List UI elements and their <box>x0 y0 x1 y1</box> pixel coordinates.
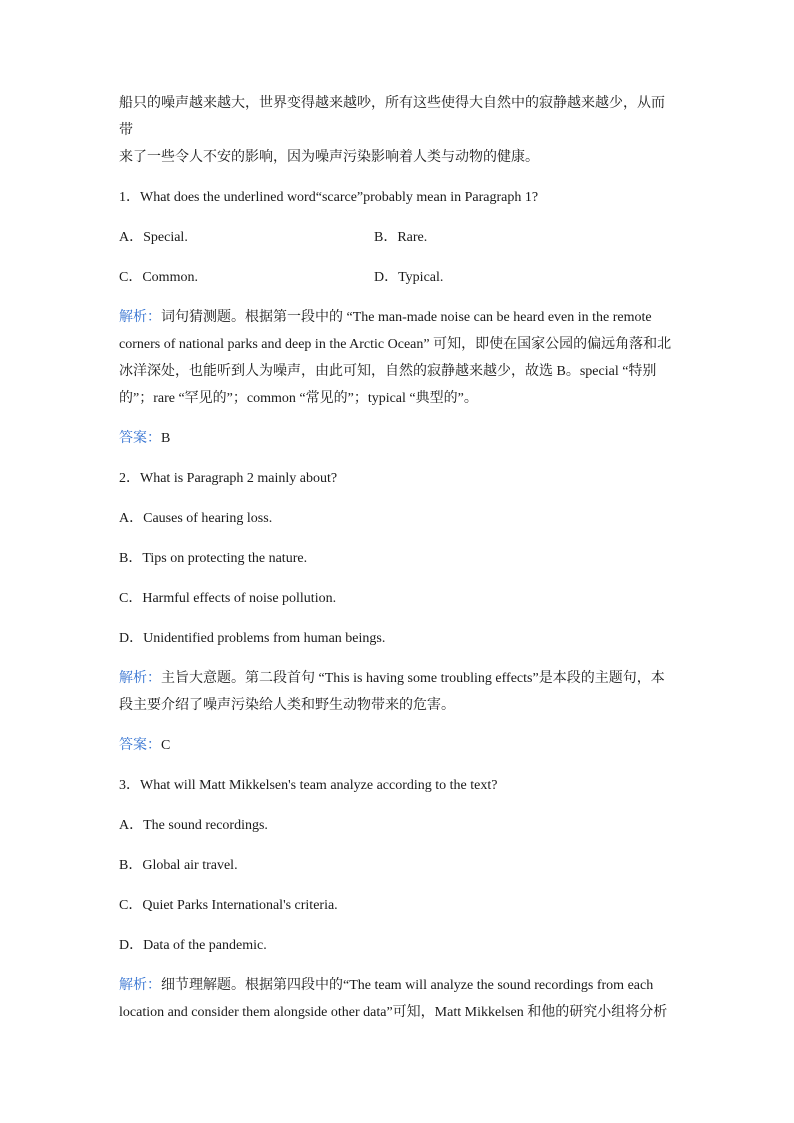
q2-option-d: D．Unidentified problems from human beings. <box>119 631 386 646</box>
question-1: 1．What does the underlined word“scarce”probably mean in Paragraph 1? <box>119 190 539 205</box>
intro-paragraph <box>119 90 675 171</box>
q2-option-a: A．Causes of hearing loss. <box>119 511 273 526</box>
analysis-line: 主旨大意题。第二段首句 “This is having some troubling effects”是本段的主题句，本 <box>161 671 665 686</box>
q2-answer <box>119 732 675 759</box>
analysis-line: 的”；rare “罕见的”；common “常见的”；typical “典型的”。 <box>119 391 478 406</box>
analysis-line: 冰洋深处，也能听到人为噪声，由此可知，自然的寂静越来越少，故选 B。special “特别 <box>119 364 657 379</box>
q3-option-c: C．Quiet Parks International's criteria. <box>119 898 338 913</box>
q2-option-b: B．Tips on protecting the nature. <box>119 551 308 566</box>
analysis-line: 词句猜测题。根据第一段中的 “The man-made noise can be heard even in the remote <box>161 310 652 325</box>
q3-option-b: B．Global air travel. <box>119 858 238 873</box>
q1-options-row-2 <box>119 264 675 291</box>
q3-option-a: A．The sound recordings. <box>119 818 268 833</box>
answer-label: 答案： <box>119 431 161 446</box>
answer-value: C <box>161 738 171 753</box>
question-3: 3．What will Matt Mikkelsen's team analyze according to the text? <box>119 778 498 793</box>
analysis-label: 解析： <box>119 310 161 325</box>
q1-analysis <box>119 304 675 412</box>
q1-option-a: A．Special. <box>119 230 188 245</box>
analysis-line: corners of national parks and deep in the Arctic Ocean” 可知，即使在国家公园的偏远角落和北 <box>119 337 672 352</box>
analysis-label: 解析： <box>119 978 161 993</box>
question-2: 2．What is Paragraph 2 mainly about? <box>119 471 338 486</box>
q2-analysis <box>119 665 675 719</box>
analysis-line: 细节理解题。根据第四段中的“The team will analyze the sound recordings from each <box>161 978 654 993</box>
q1-option-c: C．Common. <box>119 270 198 285</box>
q1-answer <box>119 425 675 452</box>
q1-options-row-1 <box>119 224 675 251</box>
document-page <box>119 90 675 1026</box>
analysis-line: 段主要介绍了噪声污染给人类和野生动物带来的危害。 <box>119 698 455 713</box>
intro-line: 船只的噪声越来越大，世界变得越来越吵，所有这些使得大自然中的寂静越来越少，从而带 <box>119 96 665 138</box>
analysis-label: 解析： <box>119 671 161 686</box>
q2-option-c: C．Harmful effects of noise pollution. <box>119 591 337 606</box>
q3-option-d: D．Data of the pandemic. <box>119 938 267 953</box>
intro-line: 来了一些令人不安的影响，因为噪声污染影响着人类与动物的健康。 <box>119 150 539 165</box>
analysis-line: location and consider them alongside other data”可知，Matt Mikkelsen 和他的研究小组将分析 <box>119 1005 668 1020</box>
q3-analysis <box>119 972 675 1026</box>
answer-value: B <box>161 431 171 446</box>
answer-label: 答案： <box>119 738 161 753</box>
q1-option-d: D．Typical. <box>374 270 444 285</box>
q1-option-b: B．Rare. <box>374 230 428 245</box>
